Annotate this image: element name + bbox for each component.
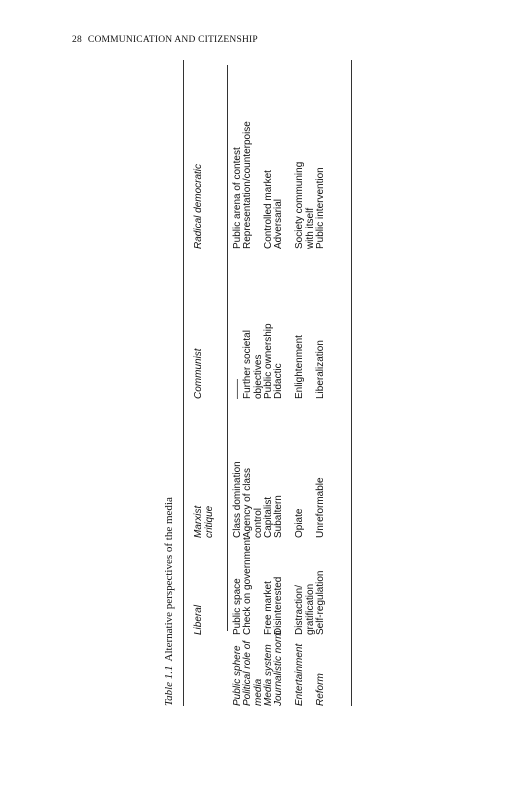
table-cell: Enlightenment (294, 335, 305, 399)
row-label: Political role of media (242, 640, 264, 706)
table-cell: Public arena of contest (232, 147, 243, 249)
table-cell: Check on government (242, 537, 253, 635)
page-number: 28 (72, 35, 82, 45)
rotated-table (163, 56, 358, 706)
table-cell: Distraction/ gratification (294, 583, 316, 635)
table-cell: Liberalization (315, 340, 326, 399)
table-cell: —— (232, 379, 243, 399)
column-header: Radical democratic (193, 163, 204, 249)
column-header: Communist (193, 348, 204, 399)
row-label: Journalistic norm (273, 630, 284, 706)
table-cell: Didactic (273, 363, 284, 399)
table-cell: Public space (232, 578, 243, 635)
table-cell: Class domination (232, 461, 243, 538)
table-cell: Subaltern (273, 495, 284, 538)
table-caption (163, 497, 175, 706)
row-label: Public sphere (232, 645, 243, 706)
column-header: Marxist critique (193, 505, 215, 538)
table-cell: Controlled market (263, 170, 274, 249)
table-caption-text: Alternative perspectives of the media (163, 497, 175, 662)
table-cell: Unreformable (315, 477, 326, 538)
row-label: Media system (263, 644, 274, 706)
table-cell: Adversarial (273, 198, 284, 249)
table-cell: Public intervention (315, 167, 326, 249)
table-cell: Representation/counterpoise (242, 121, 253, 249)
table-cell: Agency of class control (242, 467, 264, 538)
table-cell: Society communing with itself (294, 161, 316, 249)
table-cell: Opiate (294, 508, 305, 538)
table-cell: Public ownership (263, 323, 274, 399)
running-title: COMMUNICATION AND CITIZENSHIP (87, 35, 258, 45)
table-cell: Free market (263, 581, 274, 635)
row-label: Reform (315, 673, 326, 706)
row-label: Entertainment (294, 643, 305, 706)
column-header: Liberal (193, 604, 204, 635)
table-caption-label: Table 1.1 (163, 665, 175, 706)
table-cell: Disinterested (273, 576, 284, 635)
table-cell: Capitalist (263, 496, 274, 538)
running-head (72, 35, 258, 45)
table-cell: Self-regulation (315, 570, 326, 635)
table-cell: Further societal objectives (242, 330, 264, 399)
